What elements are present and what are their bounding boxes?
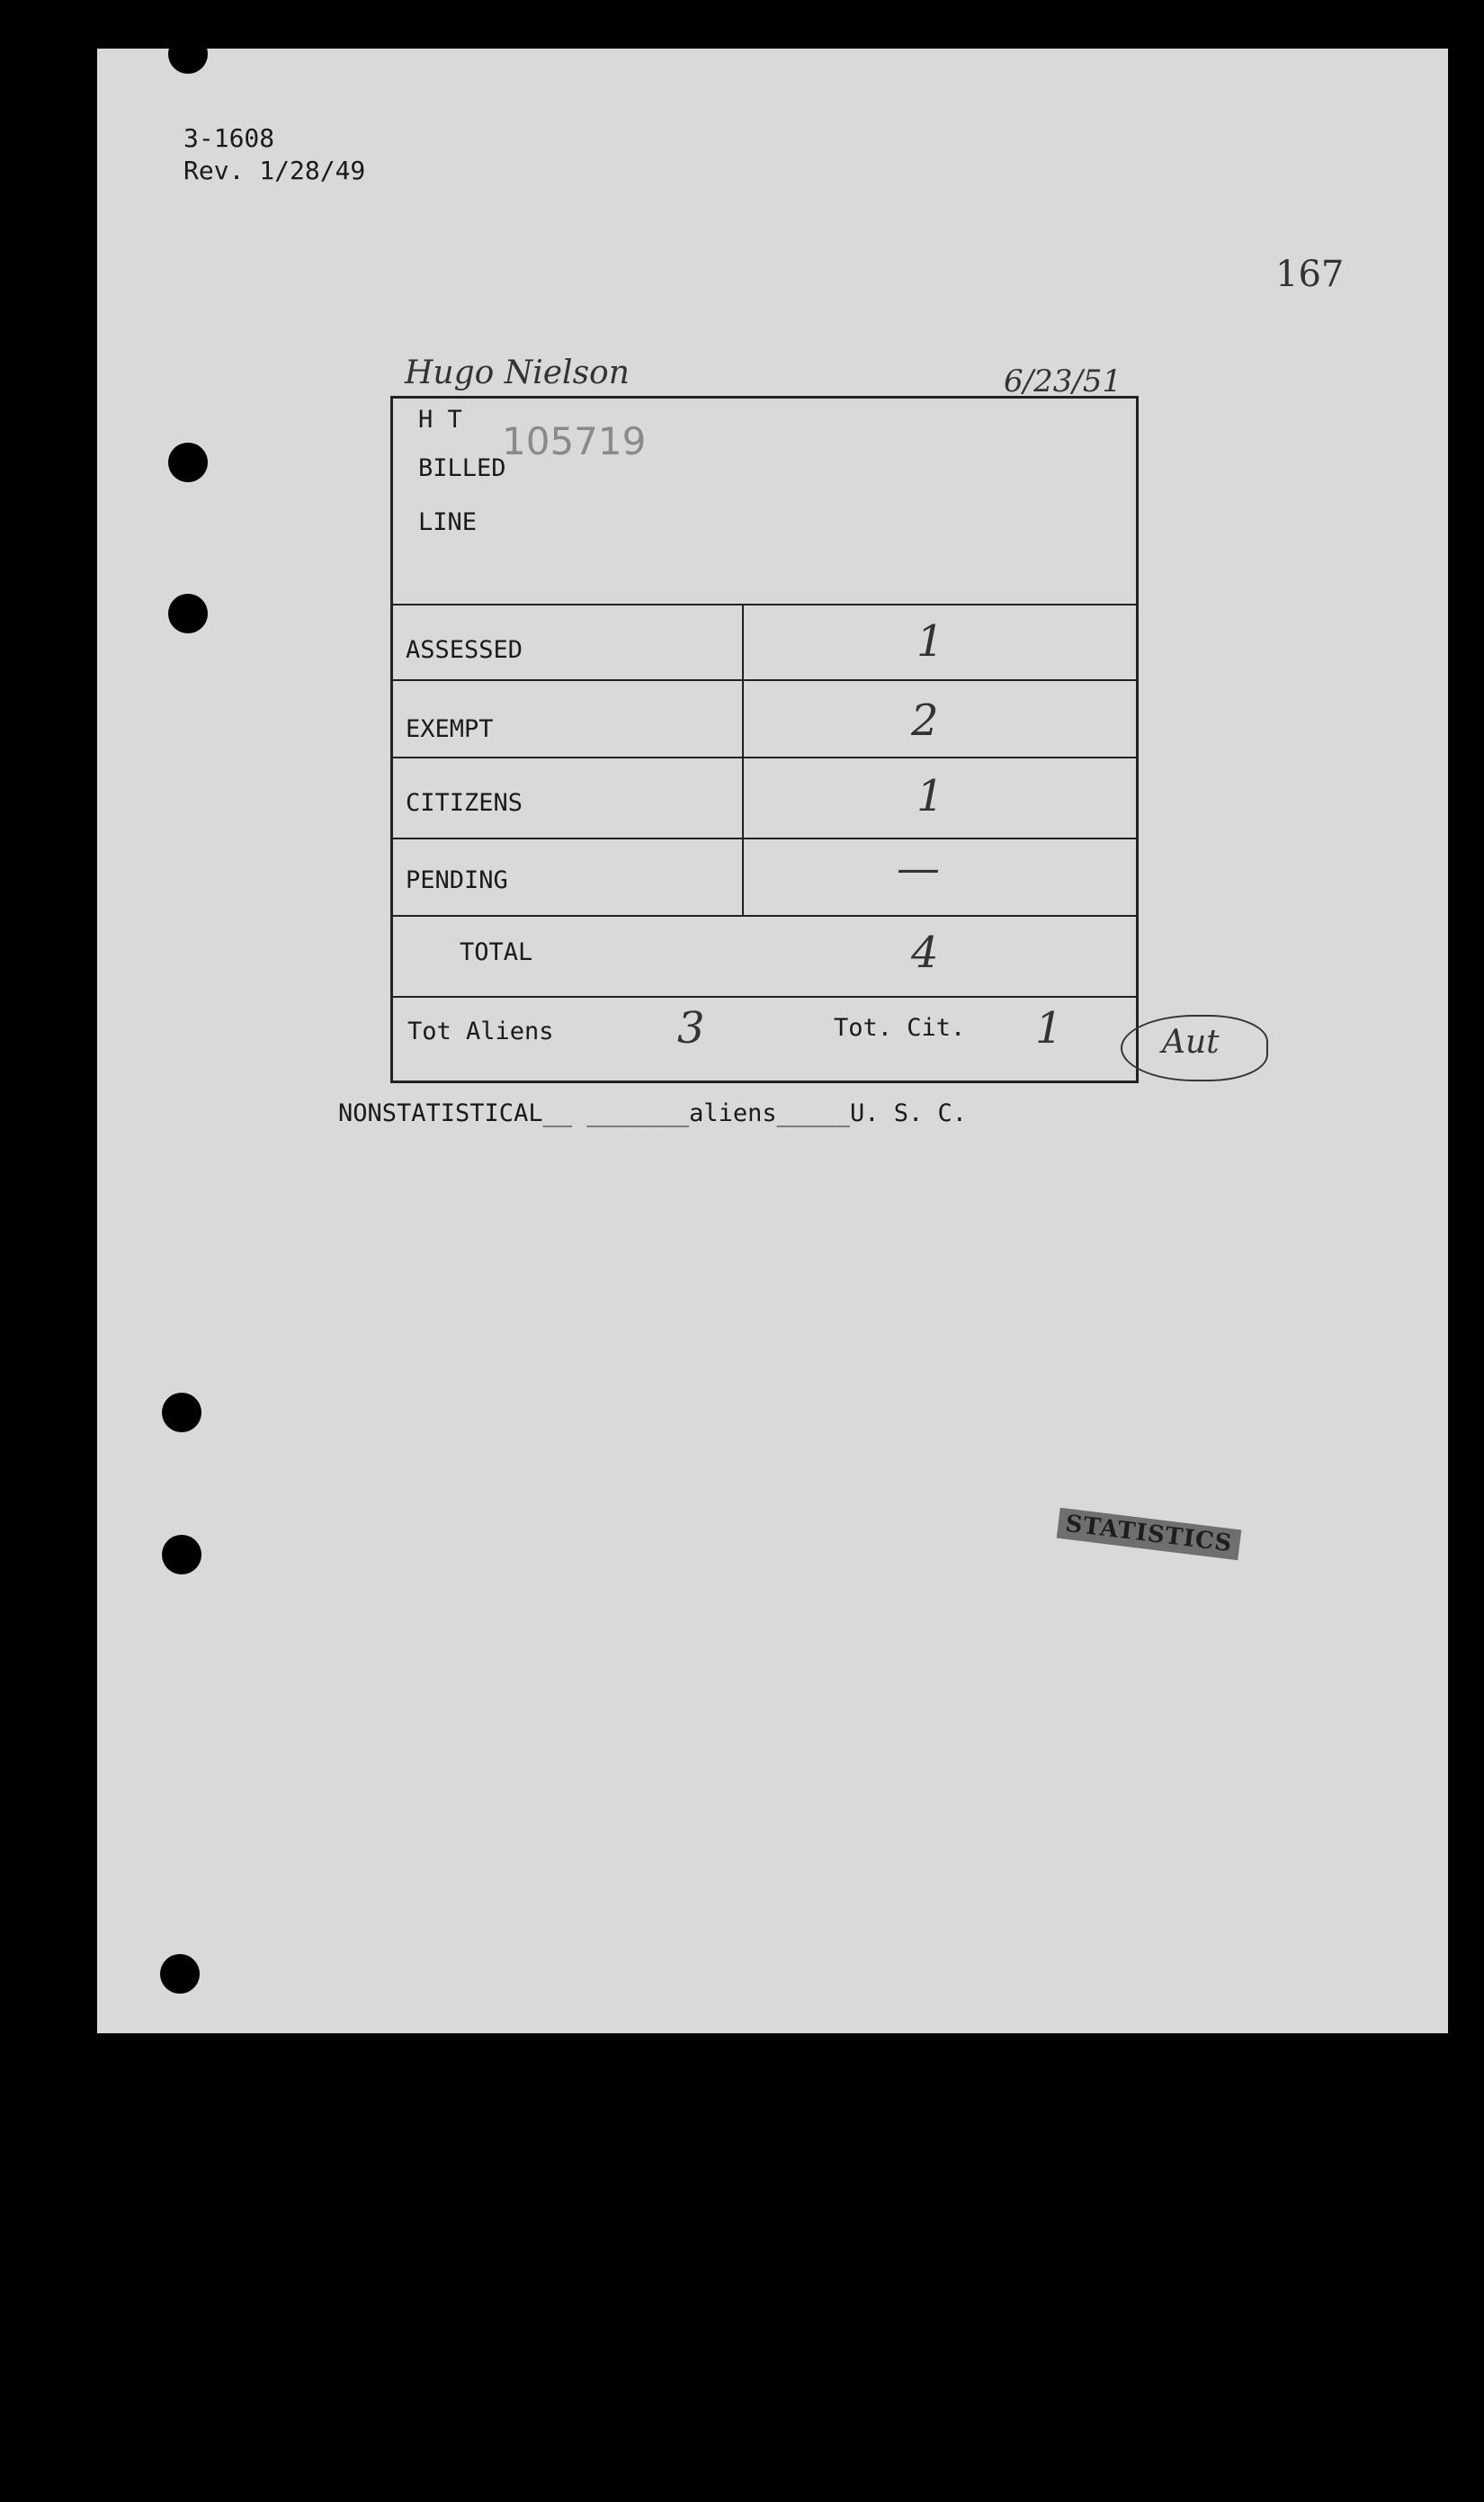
tot-aliens-label: Tot Aliens [407, 1018, 554, 1045]
pending-value: — [897, 843, 940, 893]
assessed-label: ASSESSED [406, 636, 523, 664]
citizens-label: CITIZENS [406, 789, 523, 817]
exempt-value: 2 [911, 695, 939, 746]
handwritten-initials [1121, 1015, 1268, 1081]
punch-hole [168, 34, 208, 74]
line-label: LINE [418, 508, 478, 536]
handwritten-name: Hugo Nielson [405, 354, 630, 391]
divider [393, 604, 1136, 605]
form-number: 3-1608 [183, 123, 275, 153]
punch-hole [168, 443, 208, 482]
citizens-value: 1 [916, 771, 944, 821]
divider [393, 996, 1136, 998]
punch-hole [168, 594, 208, 633]
punch-hole [162, 1535, 201, 1574]
form-code [183, 122, 365, 187]
page-number: 167 [1275, 254, 1345, 295]
punch-hole [162, 1393, 201, 1432]
divider [393, 838, 1136, 839]
tot-aliens-value: 3 [677, 1003, 705, 1054]
handwritten-date: 6/23/51 [1004, 363, 1122, 399]
exempt-label: EXEMPT [406, 715, 494, 743]
statistics-stamp: STATISTICS [1057, 1508, 1241, 1560]
billed-label: BILLED [418, 454, 506, 482]
tot-cit-value: 1 [1035, 1003, 1063, 1054]
assessed-value: 1 [916, 616, 944, 667]
ht-stamp-number: 105719 [502, 419, 647, 463]
punch-hole [160, 1954, 200, 1994]
statistics-form-box [390, 396, 1139, 1083]
total-value: 4 [911, 928, 939, 978]
initials-text: Aut [1162, 1024, 1220, 1061]
divider [393, 757, 1136, 758]
divider [393, 915, 1136, 917]
nonstatistical-line: NONSTATISTICAL__ _______aliens_____U. S. C. [338, 1099, 967, 1127]
divider [393, 679, 1136, 681]
ht-label: H T [418, 406, 462, 434]
pending-label: PENDING [406, 866, 508, 894]
revision-date: Rev. 1/28/49 [183, 156, 366, 185]
column-divider [742, 604, 744, 915]
tot-cit-label: Tot. Cit. [834, 1014, 966, 1042]
total-label: TOTAL [460, 938, 533, 966]
